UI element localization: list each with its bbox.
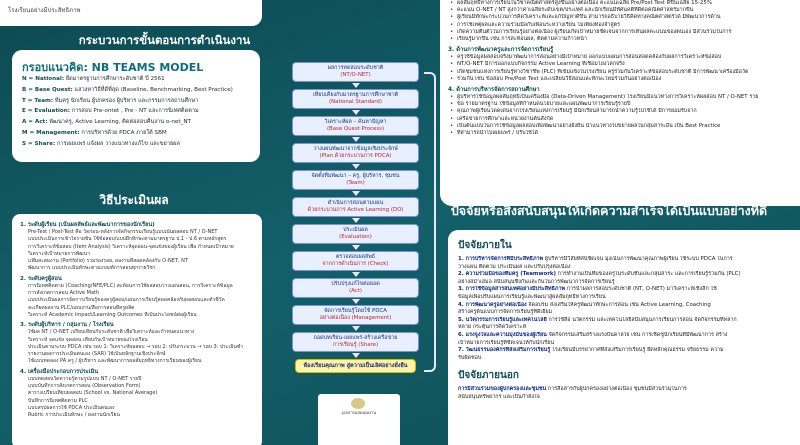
model-item: E = Evaluation: การสอบ Pre-ontet , Pre - NT และการนิเทศติดตาม [22, 108, 199, 115]
internal-item: หลาย กระตุ้นการคิดวิเคราะห์ [458, 324, 527, 331]
eval-item: บันทึกการนิเทศติดตาม PLC [28, 397, 88, 404]
results-item: • เกิดความตื่นตัวในการเรียนรู้อย่างต่อเนื่อง ผู้เรียนเกิดเป้าหมายชัดเจนจากการเห็นผลคะแนนของตนเอง มีส่วนร่วมในการ [448, 29, 793, 36]
flow-arrow-icon [352, 245, 360, 250]
results-item: • ผลสัมฤทธิ์ทางการเรียนในวิชาคณิตศาสตร์สูงขึ้นอย่างต่อเนื่อง คะแนนเฉลี่ย Pre/Post Test ดีขึ้นเฉลี่ย 15-25% [448, 0, 793, 7]
flow-arrow-icon [352, 326, 360, 331]
factors-content [458, 236, 794, 402]
eval-item: แบบประเมินผลการจัดการเรียนรู้ของครูผู้สอน/แผนการเรียนรู้สอดคล้องกับผลสอบและตัวชี้วัด [28, 297, 225, 304]
eval-item: ประเมินตามระบบ PDCA เช่น รอบ 1: วิเคราะห์ผลสอบ → รอบ 2: ปรับกระบวน → รอบ 3: ประเมินซ้ำ [28, 343, 244, 350]
eval-section-title: 3. ระดับผู้บริหาร / กลุ่มงาน / โรงเรียน [20, 322, 114, 329]
top-left-card [0, 0, 262, 26]
eval-card [12, 214, 262, 445]
eval-item: วิเคราะห์ Academic Impact/Learning Outcomes ที่เป็นประโยชน์ต่อผู้เรียน [28, 311, 197, 318]
internal-item: 2. ความร่วมมือของทีมครู (Teamwork) การทำงานเป็นทีมของครูในระดับชั้นและกลุ่มสาระ และการเรียนรู้ร่วมกัน (PLC) [458, 271, 741, 278]
results-item-cont: • ข้อ รายมาตรฐาน ใช้ข้อมูลที่กำหนดนโยบายและแผนพัฒนาการเรียนรู้รายปี [448, 101, 793, 108]
poster-thumbnail[interactable] [318, 394, 400, 445]
eval-section-title: 1. ระดับผู้เรียน (เน้นผลลัพธ์และพัฒนาการของนักเรียน) [20, 222, 155, 228]
flow-step: วางแผนพัฒนาจากข้อมูลเชิงประจักษ์ (Plan ด้วยกระบวนการ PDCA) [292, 143, 419, 163]
internal-item: วางแผน ติดตาม ประเมินผล และปรับปรุงต่อเนื่อง [458, 263, 571, 270]
flow-arrow-icon [352, 164, 360, 169]
eval-item: วิเคราะห์เป้าหมายการพัฒนา [28, 250, 90, 257]
eval-item: Pre-Test / Post-Test คือ วัดก่อน-หลังการจัดกิจกรรมเรียนรู้แบบเน้นผลสอบ NT / O-NET [28, 229, 218, 235]
internal-item: 4. การพัฒนาครูอย่างต่อเนื่อง จัดอบรม ส่งเสริมให้ครูพัฒนาทักษะการสอน เช่น Active Learning, Coaching [458, 301, 711, 308]
internal-item: อย่างสม่ำเสมอ สนับสนุนซึ่งกันและกันในการพัฒนาการจัดการเรียนรู้ [458, 278, 615, 285]
results-item-cont: • เรียนรู้มากขึ้น เช่น การสะท้อนผล, ติดตามความก้าวหน้า [448, 36, 793, 43]
model-item: M = Management: การบริหารด้วย PDCA ภายใต้ SBM [22, 129, 167, 136]
flow-arrow-icon [352, 272, 360, 277]
results-item: • คะแนน O-NET / NT สูงกว่าค่าเฉลี่ยระดับเขต/ประเทศ และนักเรียนมีทัศนคติที่ดีต่อคณิตศาสตร์มากขึ้น [448, 7, 793, 14]
flow-step: ผลการทดสอบระดับชาติ (NT/O-NET) [292, 62, 419, 82]
model-item: N = National: ยึดมาตรฐานการศึกษาระดับชาติ ปี 2561 [22, 76, 165, 82]
eval-item: แบบประเมินการเข้าใจรายชั้น ใช้ข้อสอบ/แบบฝึกทักษะตามมาตรฐาน ป.1 - ป.6 ตามหลักสูตร [28, 236, 227, 243]
results-item-cont: • ที่สามารถนำไปเผยแพร่ / ปรับใช้ได้ [448, 130, 793, 137]
results-item-cont: • เครือข่ายการศึกษาและหน่วยงานต้นสังกัด [448, 116, 793, 123]
internal-item: ข้อมูลเพื่อปรับแผนการเรียนรู้และพัฒนาสู่ผลสัมฤทธิ์ทางการเรียน [458, 293, 606, 300]
eval-item: แฟ้มสะสมงาน (Portfolio) รวมร่องรอย, ผลงานที่สอดคล้องกับ O-NET, NT [28, 258, 188, 265]
eval-item: ใช้แบบทดลอง PA ครู / ผู้บริหาร และพัฒนาการผลสัมฤทธิ์ทางการเรียนของผู้เรียน [28, 358, 202, 365]
eval-item: Rubric การประเมินทักษะ / ผลงานนักเรียน [28, 412, 120, 419]
external-item: การมีส่วนร่วมของผู้ปกครองและชุมชน การสื่อสารกับผู้ปกครองอย่างต่อเนื่อง ชุมชนมีส่วนร่วมในการ [458, 386, 687, 393]
flow-arrow-icon [352, 353, 360, 358]
flow-arrow-icon [352, 299, 360, 304]
results-item: • คุณภาพผู้เรียนโดดเด่นจากโรงเรียนแห่งการเรียนรู้ มีนักเรียนสามารถนำความรู้ไปใช้ได้ มีการยอมรับจาก [448, 108, 793, 115]
process-flowchart [288, 62, 423, 373]
eval-item: แบบทดสอบวัดความรู้ตามรูปแบบ NT / O-NET รายปี [28, 375, 142, 382]
internal-item: รับผิดชอบ [458, 354, 482, 361]
internal-item: 5. นวัตกรรมการเรียนรู้และเทคโนโลยี การใช้สื่อ นวัตกรรม และเทคโนโลยีสนับสนุนการเรียนการสอน จัดกิจกรรมที่หลาก [458, 316, 737, 323]
internal-item: 1. การบริหารจัดการที่มีประสิทธิภาพ ผู้บริหารมีวิสัยทัศน์ชัดเจน มุ่งเน้นการพัฒนาคุณภาพผู้เรียน ใช้ระบบ PDCA ในการ [458, 256, 733, 262]
eval-item: พัฒนาการ แบบประเมินทักษะตามเกณฑ์การสอนทุกรายวิชา [28, 265, 156, 272]
results-heading: 3. ด้านการพัฒนาครูและการจัดการเรียนรู้ [448, 47, 554, 54]
eval-item: ใช้ผล NT / O-NET เปรียบเทียบกับระดับชาติ เพื่อวิเคราะห์และกำหนดแนวทาง [28, 329, 195, 336]
model-item: B = Base Quest: แสวงหาวิธีที่ดีที่สุด (Baseline, Benchmarking, Best Practice) [22, 86, 233, 93]
eval-item: แบบสรุปผลการใช้ PDCA ประเมินตนเอง [28, 404, 115, 411]
process-header: กระบวนการขั้นตอนการดำเนินงาน [78, 33, 251, 47]
internal-item: 3. การใช้ข้อมูลสารสนเทศอย่างมีประสิทธิภาพ การนำผลการสอบระดับชาติ (NT, O-NET) มาวิเคราะห์เชิงลึก ใช้ [458, 286, 717, 293]
internal-item: สร้างครูต้นแบบการจัดการเรียนรู้ที่ดีเยี่ยม [458, 309, 553, 316]
flow-step: เทียบเคียงกับมาตรฐานการศึกษาชาติ (National Standard) [292, 89, 419, 109]
flow-step: วิเคราะห์ผล – ค้นหาปัญหา (Base Quest Process) [292, 116, 419, 136]
eval-header: วิธีประเมินผล [99, 192, 169, 207]
results-item: • ผู้เรียนมีทักษะกระบวนการคิดวิเคราะห์และแก้ปัญหาดีขึ้น สามารถอธิบายวิธีคิดทางคณิตศาสตร์ได้ มีพัฒนาการด้าน [448, 14, 793, 21]
eval-item: ตารางเปรียบเทียบผลสอบ (School vs. National Average) [28, 390, 158, 397]
flow-arrow-icon [352, 218, 360, 223]
internal-item: 6. แรงจูงใจและความมุ่งมั่นของผู้เรียน จัดกิจกรรมเสริมสร้างแรงบันดาลใจ เช่น การเชิดชูนักเรียนที่มีพัฒนาการ สร้าง [458, 331, 728, 338]
results-item: • ผู้บริหารใช้ข้อมูลผลสัมฤทธิ์เป็นเครื่องมือ (Data-Driven Management) โรงเรียนมีแนวทางการวิเคราะห์ผลสอบ NT / O-NET ราย [448, 94, 793, 101]
results-heading: 4. ด้านการบริหารจัดการสถานศึกษา [448, 87, 540, 94]
model-item: S = Share: การเผยแพร่ แจ้งผล วางแนวทางแก้ไข และขยายผล [22, 140, 180, 147]
internal-item: เป้าหมายการเรียนรู้ที่ชัดเจนให้กับนักเรียน [458, 339, 555, 346]
internal-title: ปัจจัยภายใน [458, 240, 512, 251]
eval-item: การวิเคราะห์ข้อสอบ (Item Analysis) วิเคราะห์จุดอ่อน-จุดแข็งของผู้เรียน เพื่อ กำหนดเป้าหมาย [28, 243, 234, 250]
flow-step: ตรวจสอบผลลัพธ์ จากการดำเนินการ (Check) [292, 251, 419, 271]
results-item-cont: • ร่วมกัน เช่น ข้อสอบ Pre/Post Test และเปลี่ยนวิธีสอนและทักษะใหม่ร่วมกันอย่างต่อเนื่อง [448, 76, 793, 83]
flow-arrow-icon [352, 137, 360, 142]
poster-text: เอกสารแสดงผลงาน [341, 410, 377, 415]
flow-step: ถอดบทเรียน-เผยแพร่-สร้างเครือข่าย การเรียนรู้ (Share) [292, 332, 419, 352]
factor-header: ปัจจัยหรือสิ่งสนับสนุนให้เกิดความสำเร็จได้เป็นแบบอย่างที่ดี [450, 203, 768, 218]
flow-step: จัดการเรียนรู้โดยใช้ PDCA อย่างต่อเนื่อง (Management) [292, 305, 419, 325]
eval-item: แบบบันทึกการสังเกตการสอน (Observation Form) [28, 383, 141, 390]
model-list [22, 74, 256, 150]
eval-item: วิเคราะห์ จุดแข็ง จุดอ่อน เทียบกับเป้าหมายของโรงเรียน [28, 336, 148, 343]
model-card [12, 50, 260, 162]
model-item: A = Act: พัฒนาครู, Active Learning, ติดต่อสอบคืนงาน o-net_NT [22, 119, 191, 126]
flow-step: ประเมินผล (Evaluation) [292, 224, 419, 244]
flow-step: จัดตั้งทีมพัฒนา – ครู, ผู้บริหาร, ชุมชน (Team) [292, 170, 419, 190]
flow-step: ดำเนินการสอนตามแผน ด้วยกระบวนการ Active Learning (DO) [292, 197, 419, 217]
external-item: สนับสนุนทรัพยากร และเป็นกำลังใจ [458, 393, 540, 400]
model-item: T = Team: ทีมครู นักเรียน ผู้ปกครอง ผู้บริหาร และกรรมการสถานศึกษา [22, 97, 199, 104]
flow-arrow-icon [352, 110, 360, 115]
eval-item: รายงานผลการประเมินตนเอง (SAR) ใช้เป็นหลักฐานเชิงประจักษ์ [28, 351, 166, 358]
eval-item: การนิเทศติดตาม (Coaching/NFE/PLC) สะท้อนการใช้ผลสอบวางแผนสอน, การวิเคราะห์ข้อมูล [28, 282, 233, 289]
eval-section-title: 4. เครื่องมือประกอบการประเมิน [20, 368, 99, 375]
model-title: กรอบแนวคิด: NB TEAMS MODEL [22, 61, 204, 74]
results-item: • เป็นต้นแบบในการใช้ข้อมูลผลสอบเพื่อพัฒนาอย่างยั่งยืน นำแนวทางไปขยายผลในกลุ่มสาระอื่น เป็น Best Practice [448, 123, 793, 130]
eval-item: การสังเกตการสอน Active Math [28, 290, 100, 297]
flow-step: ปรับปรุงแก้ไขต่อยอด (Act) [292, 278, 419, 298]
external-title: ปัจจัยภายนอก [458, 370, 519, 382]
results-content [448, 0, 793, 137]
results-item-cont: • การใช้เหตุผลและความร่วมมือกับเพื่อนระหว่างเรียน ไม่เพียงท่องจำสูตร [448, 22, 793, 29]
eval-item: ละเกียดผลงาน PLC/แผนงาน/สื่อการสอนที่ครูผลิต [28, 304, 135, 311]
flow-final-goal: ห้องเรียนคุณภาพ สู่ความเป็นเลิศอย่างยั่งยืน [295, 359, 416, 373]
school-seal-icon [351, 398, 365, 409]
internal-item: 7. วัฒนธรรมองค์กรที่ส่งเสริมการเรียนรู้ โรงเรียนมีบรรยากาศที่ส่งเสริมการเรียนรู้ ยึดหลักคุณธรรม จริยธรรม ความ [458, 347, 724, 354]
eval-section-title: 2. ระดับครูผู้สอน [20, 275, 62, 282]
results-item-cont: • NT/O-NET มีการออกแบบกิจกรรม Active Learning ที่เชื่อมโยงโลกจริง [448, 61, 793, 68]
flow-arrow-icon [352, 83, 360, 88]
top-left-text: โรงเรียนอย่างมีประสิทธิภาพ [8, 7, 81, 14]
results-item: • ครูใช้ข้อมูลผลสอบจริงมาพัฒนาการสอนอย่างมีเป้าหมาย ออกแบบแผนการสอนสอดคล้องกับผลการวิเคราะห์ข้อสอบ [448, 54, 793, 61]
results-item: • เกิดชุมชนแห่งการเรียนรู้ทางวิชาชีพ (PLC) ที่เข้มแข็งในโรงเรียน ครูร่วมกันวิเคราะห์ข้อสอบระดับชาติ มีการพัฒนาเครื่องมือวัด [448, 69, 793, 76]
flow-arrow-icon [352, 191, 360, 196]
